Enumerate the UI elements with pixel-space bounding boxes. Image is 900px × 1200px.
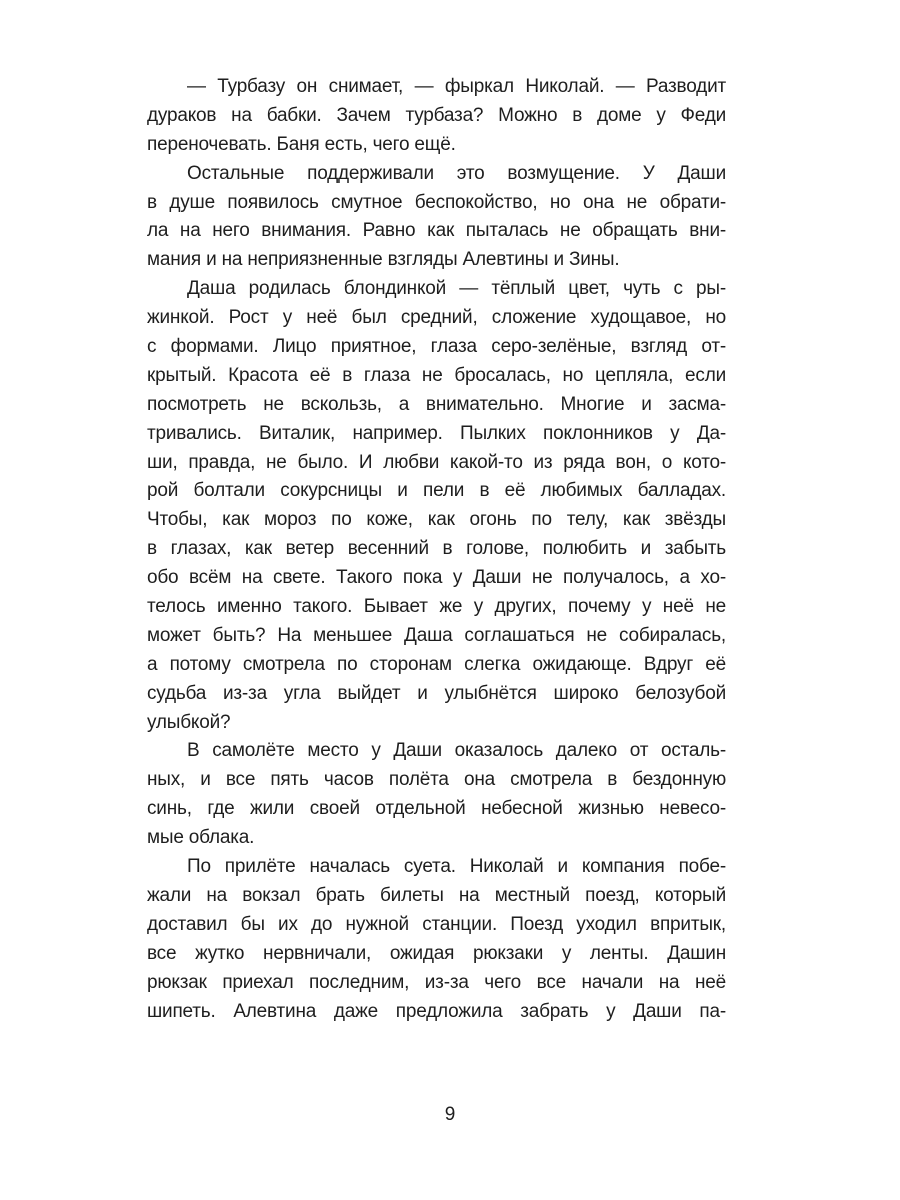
text-line: ла на него внимания. Равно как пыталась не обращать вни- <box>147 220 726 242</box>
body-text <box>147 73 726 1026</box>
text-line: жинкой. Рост у неё был средний, сложение худощавое, но <box>147 307 726 329</box>
text-line: Остальные поддерживали это возмущение. У Даши <box>187 162 726 184</box>
text-line: ных, и все пять часов полёта она смотрела в бездонную <box>147 769 726 791</box>
page-number: 9 <box>444 1104 456 1125</box>
text-line: посмотреть не вскользь, а внимательно. Многие и засма- <box>147 393 726 415</box>
text-line: шипеть. Алевтина даже предложила забрать у Даши па- <box>147 1000 726 1022</box>
text-line: рюкзак приехал последним, из-за чего все начали на неё <box>147 971 726 993</box>
paragraph <box>147 275 726 737</box>
text-line: а потому смотрела по сторонам слегка ожидающе. Вдруг её <box>147 653 726 675</box>
text-line: синь, где жили своей отдельной небесной жизнью невесо- <box>147 798 726 820</box>
text-line: все жутко нервничали, ожидая рюкзаки у ленты. Дашин <box>147 942 726 964</box>
paragraph <box>147 73 726 160</box>
paragraph <box>147 853 726 1026</box>
text-line: мания и на неприязненные взгляды Алевтины и Зины. <box>147 249 620 271</box>
text-line: Даша родилась блондинкой — тёплый цвет, чуть с ры- <box>187 278 726 300</box>
text-line: жали на вокзал брать билеты на местный поезд, который <box>147 884 726 906</box>
text-line: дураков на бабки. Зачем турбаза? Можно в доме у Феди <box>147 104 726 126</box>
text-line: В самолёте место у Даши оказалось далеко от осталь- <box>187 740 726 762</box>
text-line: ши, правда, не было. И любви какой-то из ряда вон, о кото- <box>147 451 726 473</box>
paragraph <box>147 737 726 853</box>
text-line: крытый. Красота её в глаза не бросалась, но цепляла, если <box>147 364 726 386</box>
text-line: телось именно такого. Бывает же у других, почему у неё не <box>147 596 726 618</box>
text-line: переночевать. Баня есть, чего ещё. <box>147 133 456 155</box>
text-line: в глазах, как ветер весенний в голове, полюбить и забыть <box>147 538 726 560</box>
text-line: мые облака. <box>147 827 255 849</box>
text-line: Чтобы, как мороз по коже, как огонь по телу, как звёзды <box>147 509 726 531</box>
paragraph <box>147 160 726 276</box>
text-line: тривались. Виталик, например. Пылких поклонников у Да- <box>147 422 726 444</box>
text-line: рой болтали сокурсницы и пели в её любимых балладах. <box>147 480 726 502</box>
text-line: может быть? На меньшее Даша соглашаться не собиралась, <box>147 624 726 646</box>
text-line: с формами. Лицо приятное, глаза серо-зелёные, взгляд от- <box>147 336 726 358</box>
text-line: в душе появилось смутное беспокойство, но она не обрати- <box>147 191 726 213</box>
text-line: обо всём на свете. Такого пока у Даши не получалось, а хо- <box>147 567 726 589</box>
text-line: доставил бы их до нужной станции. Поезд уходил впритык, <box>147 913 726 935</box>
text-line: улыбкой? <box>147 711 231 733</box>
text-line: — Турбазу он снимает, — фыркал Николай. — Разводит <box>187 76 726 97</box>
text-line: По прилёте началась суета. Николай и компания побе- <box>187 856 726 878</box>
text-line: судьба из-за угла выйдет и улыбнётся широко белозубой <box>147 682 726 704</box>
